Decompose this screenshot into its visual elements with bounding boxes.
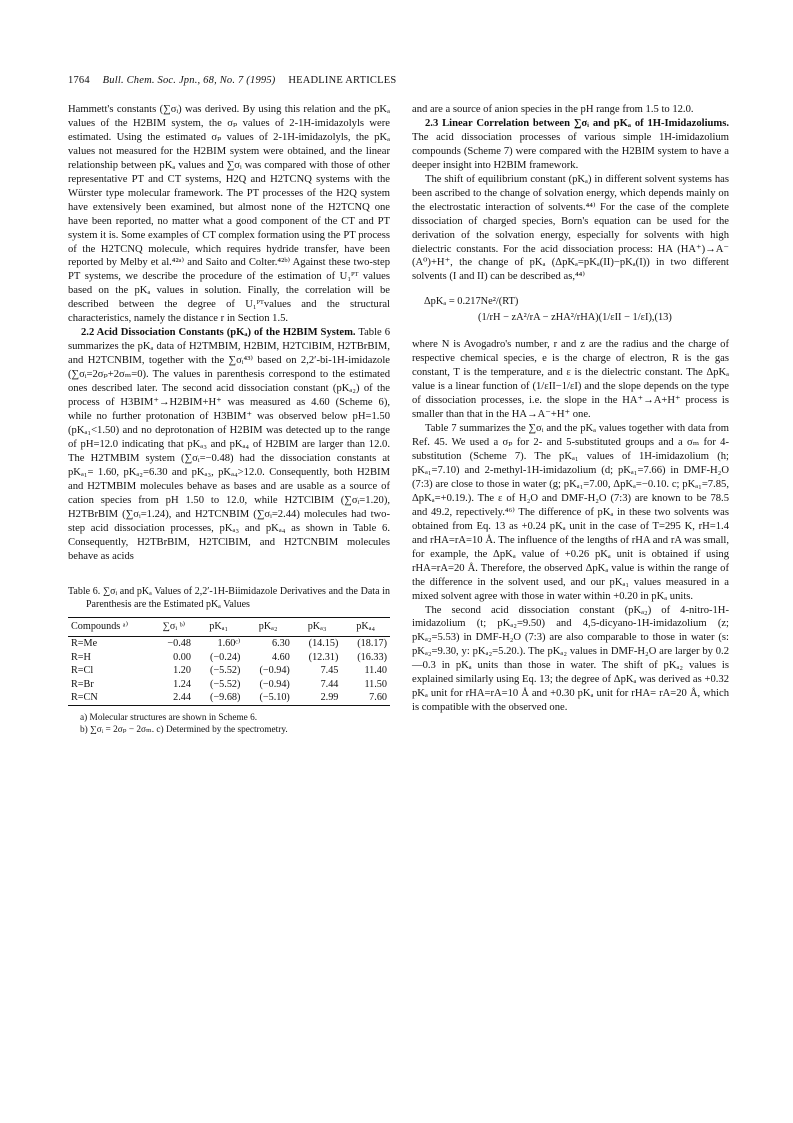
section-2-3 [412,117,729,173]
table-row [68,691,390,705]
solvent-shift-paragraph: The shift of equilibrium constant (pKₐ) in different solvent systems has been ascribed to the change of solvation energy, which depends mainly on the electrostatic interaction of solvents.⁴⁴⁾ For the case of the complete dissociation of charged species, Born's equation can be used for the derivation of the solvation energy, especially for solvents with high dielectric constants. For the acid dissociation process: HA (HA⁺)→A⁻ (A⁰)+H⁺, the change of pKₐ (ΔpKₐ=pKₐ(II)−pKₐ(I)) in two different solvents (I and II) can be described as,⁴⁴⁾ [412,173,729,283]
section-2-3-title: 2.3 Linear Correlation between ∑σᵢ and pKₐ of 1H-Imidazoliums. [425,117,729,129]
table-header-row [68,618,390,637]
table-cell: −0.48 [167,638,191,650]
table-cell: (−9.68) [194,691,243,705]
table-cell: 1.60ᶜ⁾ [217,638,241,650]
table-cell: 0.00 [173,651,191,663]
section-2-2-body: Table 6 summarizes the pKₐ data of H2TMBIM, H2BIM, H2TClBIM, H2TBrBIM, and H2TCNBIM, together with the ∑σᵢ⁴³⁾ based on 2,2′-bi-1H-imidazole (∑σᵢ=2σₚ+2σₘ=0). The values in parenthesis correspond to the estimated ones described later. The second acid dissociation constant (pKₐ₂) of the process of H3BIM⁺→H2BIM+H⁺ was measured as 4.60 (Scheme 6), while no further protonation of H3BIM⁺ was observed below pH=1.50 (pKₐ₁<1.50) and no deprotonation of H2BIM was detected up to the range of pH=12.0 indicating that pKₐ₃ and pKₐ₄ of H2BIM are larger than 12.0. The H2TMBIM system (∑σᵢ=−0.48) had the dissociation constants at pKₐ₁= 1.60, pKₐ₂=6.30 and pKₐ₃, pKₐ₄>12.0. Consequently, both H2BIM and H2TMBIM molecules behave as bases and are usable as a source of cation species from pH 1.50 to 12.0, while H2TClBIM (∑σᵢ=1.20), H2TBrBIM (∑σᵢ=1.24), and H2TCNBIM (∑σᵢ=2.44) molecules had two-step acid dissociation processes, pKₐ₃ and pKₐ₄ as shown in Table 6. Consequently, H2TBrBIM, H2TClBIM, and H2TCNBIM molecules behave as acids [68,327,390,562]
equation-line-2: (1/rH − zA²/rA − zHA²/rHA)(1/εII − 1/εI),(13) [478,312,672,324]
table-cell: (14.15) [308,638,339,650]
table-6 [68,617,390,705]
table-cell: 2.44 [154,691,194,705]
table-cell: 11.40 [364,665,387,677]
table-cell: R=Me [71,638,98,650]
table-cell: 6.30 [272,638,290,650]
table-cell: (−5.52) [210,665,241,677]
section-2-3-body: The acid dissociation processes of various simple 1H-imidazolium compounds (Scheme 7) were compared with the H2BIM system to have a deeper insight into H2BIM framework. [412,131,729,171]
table-7-paragraph: Table 7 summarizes the ∑σᵢ and the pKₐ values together with data from Ref. 45. We used a σₚ for 2- and 5-substituted groups and a σₘ for 4-substitution (Scheme 7). The pKₐ₁ values of 1H-imidazolium (h; pKₐ₁=7.10) and 2-methyl-1H-imidazolium (d; pKₐ₁=7.66) in DMF-H₂O (7:3) are close to those in water (g; pKₐ₁=7.00, ΔpKₐ=−0.10. c; pKₐ₁=7.85, ΔpKₐ=+0.19.). The ε of H₂O and DMF-H₂O (7:3) are known to be 78.5 and 49.2, repectively.⁴⁶⁾ The difference of pKₐ in these two solvents was obtained from Eq. 13 as +0.24 pKₐ unit in the case of T=295 K, rH=1.4 and rHA=rA=10 Å. The influence of the lengths of rHA and rA was small, for example, the ΔpKₐ value of +0.26 pKₐ unit is obtained if using rHA=rA=20 Å. Therefore, the observed ΔpKₐ value is within the range of the difference in the solvent used, and our pKₐ₁ values measured in a mixed solvent agree with those in water within +0.20 in pKₐ units. [412,423,729,602]
footnote-a: a) Molecular structures are shown in Scheme 6. [80,712,258,723]
table-row [68,678,390,692]
table-cell: 7.44 [320,678,339,690]
section-2-2-title: 2.2 Acid Dissociation Constants (pKₐ) of the H2BIM System. [81,327,356,339]
col-header-pka1: pKₐ₁ [194,618,243,637]
col-header-pka2: pKₐ₂ [243,618,292,637]
table-cell: R=Cl [71,665,94,677]
right-column [412,103,729,715]
table-cell: (−0.94) [259,678,290,690]
equation-13 [412,294,729,326]
table-6-footnotes [68,712,390,736]
section-label: HEADLINE ARTICLES [288,75,397,86]
table-cell: (18.17) [357,638,387,650]
table-cell: (12.31) [308,651,339,663]
table-row [68,651,390,665]
table-row [68,637,390,651]
equation-explanation: where N is Avogadro's number, r and z are the radius and the charge of respective chemical species, e is the charge of electron, R is the gas constant, T is the temperature, and ε is the dielectric constant. The ΔpKₐ value is a linear function of (1/εII−1/εI) and the slope depends on the type of dissociation processes, i.e. the slope in the HA⁺→A+H⁺ process is smaller than that in the HA→A⁻+H⁺ one. [412,339,729,421]
table-cell: R=H [71,651,91,663]
table-cell: 7.60 [341,691,390,705]
table-6-caption-text: ∑σᵢ and pKₐ Values of 2,2′-1H-Biimidazole Derivatives and the Data in Parenthesis are the Estimated pKₐ Values [86,586,390,611]
table-cell: R=Br [71,678,94,690]
table-cell: (−5.10) [243,691,292,705]
table-cell: 7.45 [320,665,339,677]
page-number: 1764 [68,75,90,86]
table-cell: (16.33) [357,651,387,663]
col-header-pka3: pKₐ₃ [293,618,342,637]
table-6-label: Table 6. [68,586,101,598]
table-row [68,664,390,678]
table-cell: 2.99 [293,691,342,705]
table-cell: (−0.94) [259,665,290,677]
continuation-paragraph: and are a source of anion species in the pH range from 1.5 to 12.0. [412,104,694,115]
table-cell: 4.60 [272,651,290,663]
table-cell: (−5.52) [210,678,241,690]
table-cell: 11.50 [364,678,387,690]
col-header-pka4: pKₐ₄ [341,618,390,637]
col-header-sigma: ∑σᵢ ᵇ⁾ [154,618,194,637]
table-cell: 1.20 [173,665,191,677]
table-cell: R=CN [68,691,154,705]
table-cell: 1.24 [173,678,191,690]
table-cell: (−0.24) [210,651,241,663]
intro-paragraph: Hammett's constants (∑σᵢ) was derived. By using this relation and the pKₐ values of the H2BIM system, the σₚ values of 2-1H-imidazolyls were estimated. Using the estimated σₚ values of 2-1H-imidazolyls, the pKₐ values not measured for the H2BIM system were obtained, and the linear relationship between pKₐ values and ∑σᵢ was compared with those of other representative PT and CT systems, H2Q and H2TCNQ systems with the Würster type molecular framework. The PT processes of the H2Q system have extensively been examined, but almost none of the H2TCNQ one have been reported, no matter what a good component of the CT and PT system it is. Some examples of CT complex formation using the PT process of the H2TCNQ molecule, which requires hydride transfer, have been reported by Melby et al.⁴²ᵃ⁾ and Saito and Colter.⁴²ᵇ⁾ Against these two-step PT systems, we describe the procedure of the estimation of U₁ᴾᵀ values based on the pKₐ values in solution. Finally, the correlation will be described between the degree of U₁ᴾᵀvalues and the structural characteristics, namely the distance r in Section 1.5. [68,104,390,325]
footnote-b: b) ∑σᵢ = 2σₚ − 2σₘ. c) Determined by the spectrometry. [80,724,288,735]
equation-line-1: ΔpKₐ = 0.217Ne²/(RT) [424,296,519,308]
col-header-compounds: Compounds ᵃ⁾ [68,618,154,637]
section-2-2 [68,326,390,563]
running-header [68,75,728,91]
journal-citation: Bull. Chem. Soc. Jpn., 68, No. 7 (1995) [102,75,276,86]
left-column [68,103,390,736]
table-6-caption [68,585,390,611]
second-dissociation-paragraph: The second acid dissociation constant (pKₐ₂) of 4-nitro-1H-imidazolium (t; pKₐ₂=9.50) and 4,5-dicyano-1H-imidazolium (z; pKₐ₂=5.53) in DMF-H₂O (7:3) are also comparable to those in water (s: pKₐ₂=9.30, y: pKₐ₂=5.20.). The pKₐ₂ values in DMF-H₂O are larger by 0.2—0.3 in pKₐ units than those in water. The shift of pKₐ₂ values is explained similarly using Eq. 13; the degree of ΔpKₐ was derived as +0.32 pKₐ unit for rHA=rA=10 Å and +0.30 pKₐ unit for rHA= rA=20 Å, which is compatible with the observed one. [412,604,729,714]
